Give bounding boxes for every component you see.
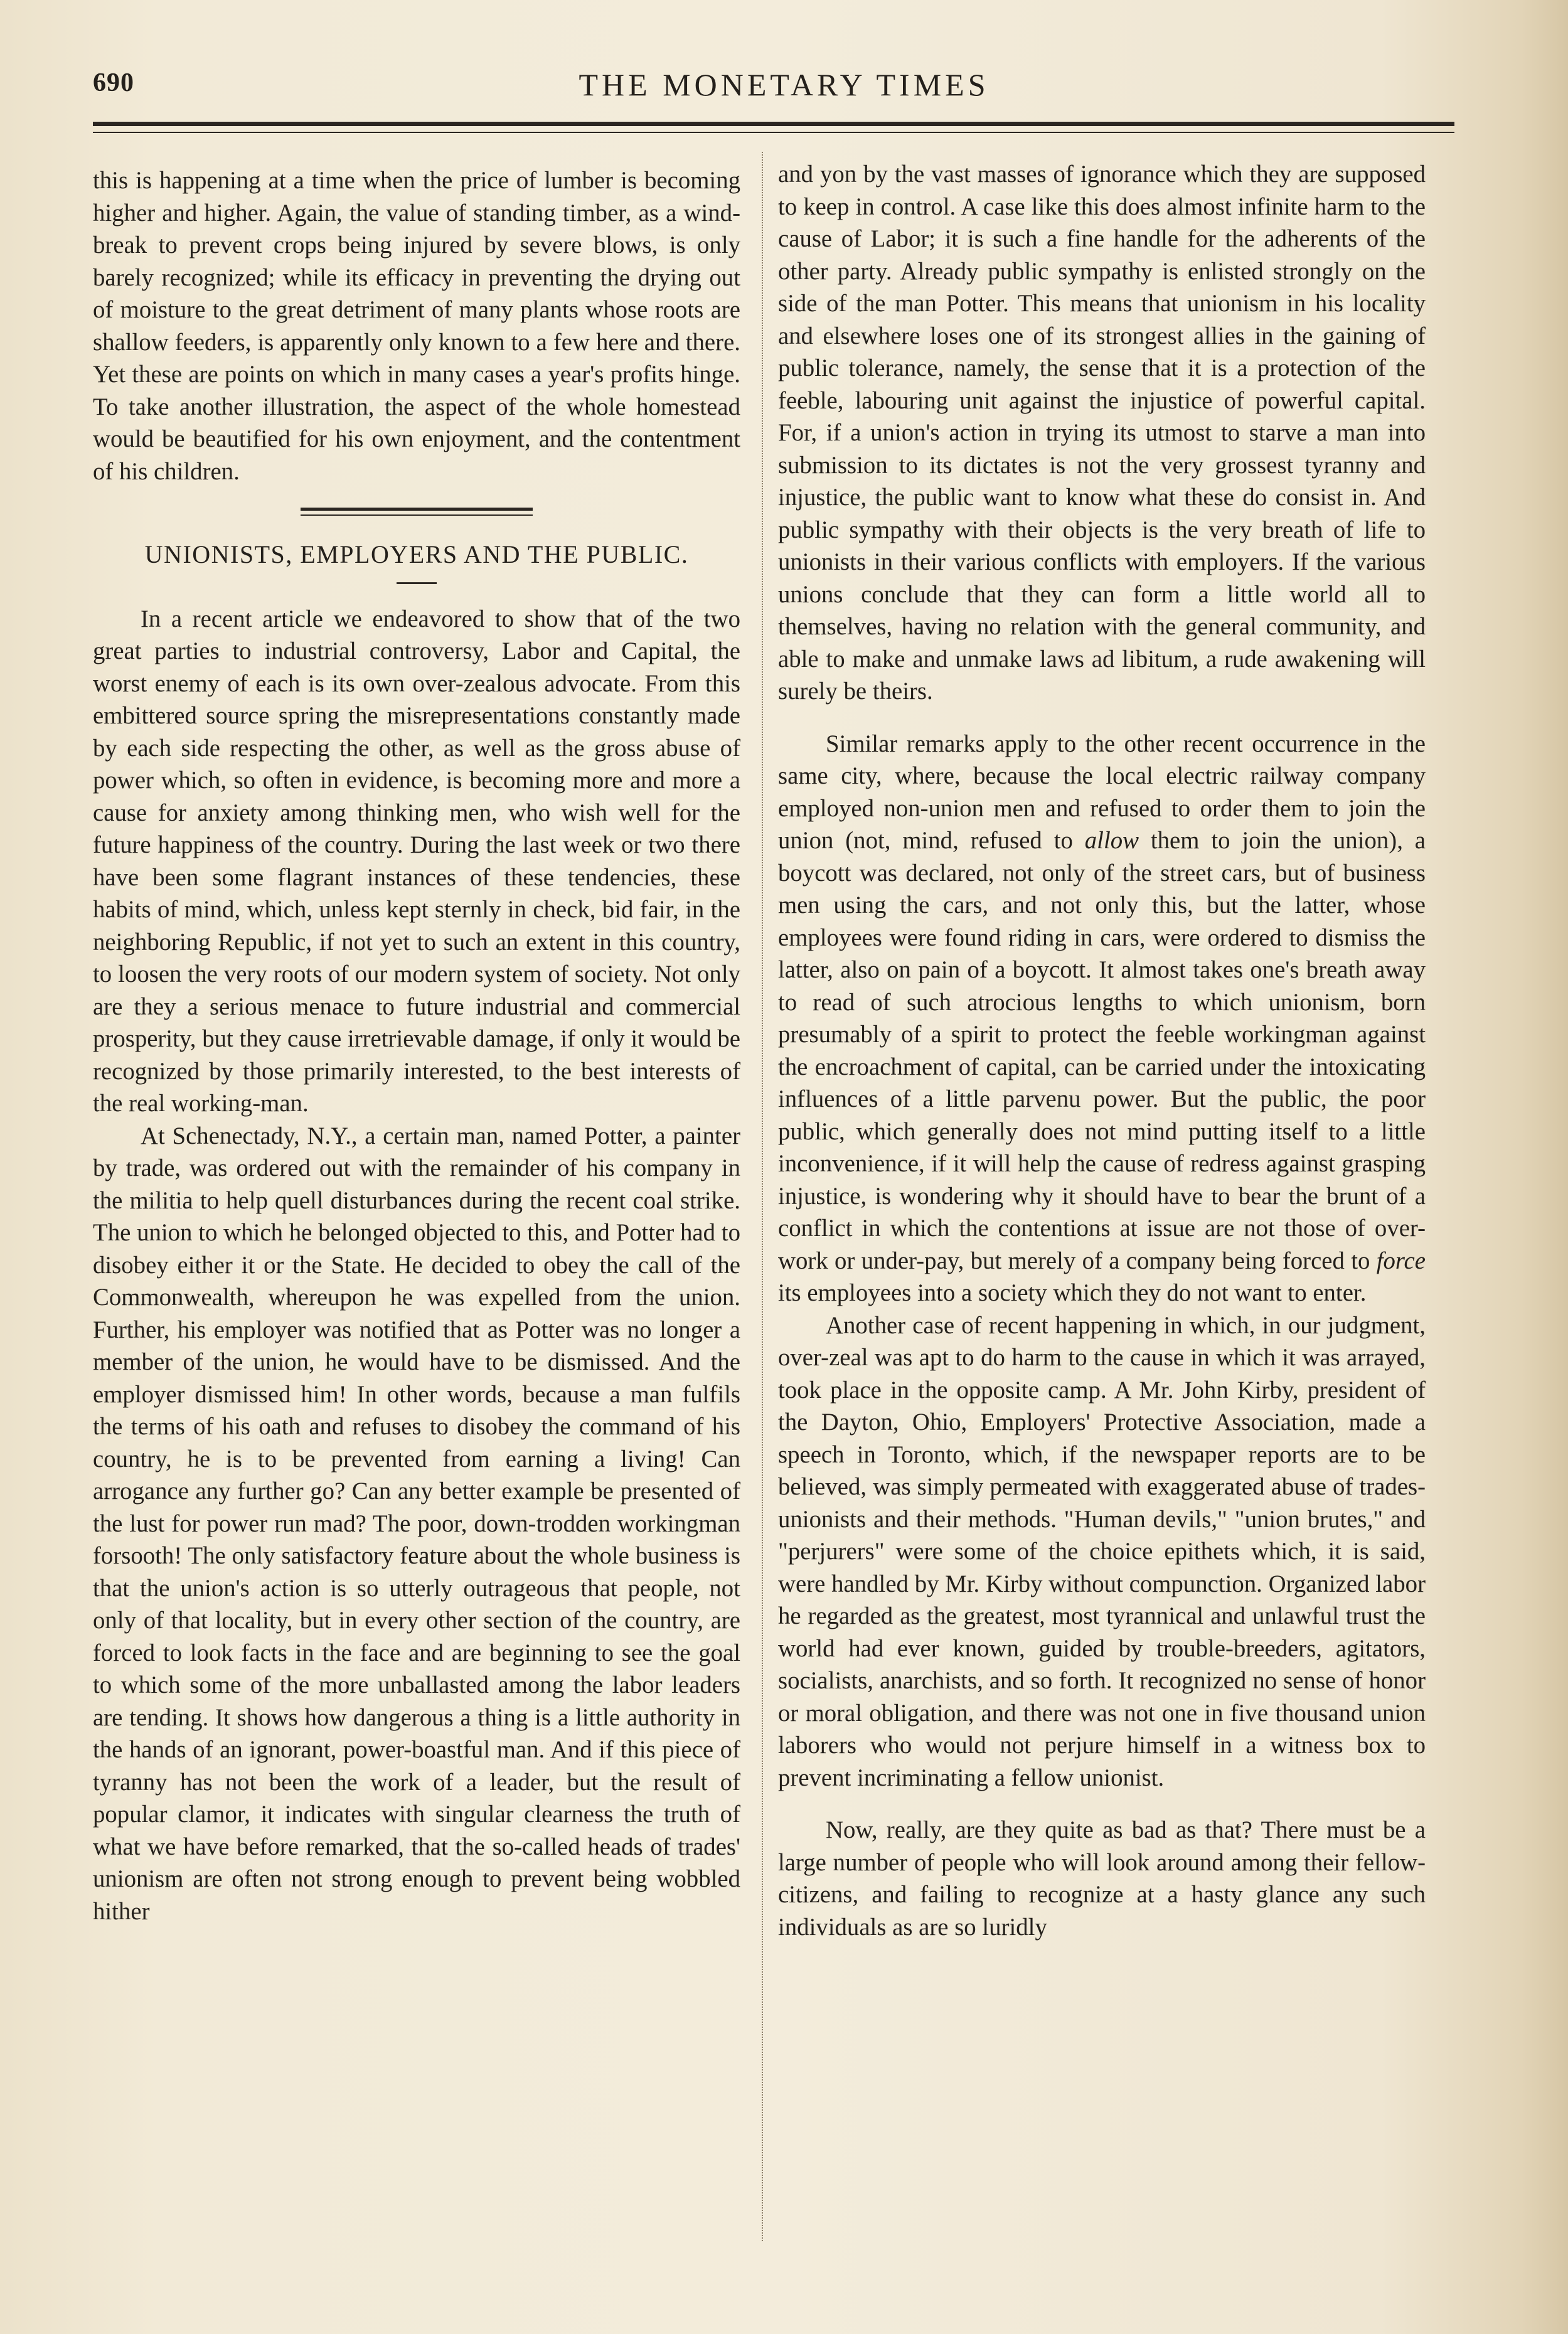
article-paragraph: In a recent article we endeavored to show that of the two great parties to industrial controversy, Labor and Capital, the worst enemy of each is its own over-zealous advocate. From this embittered source spring the misrepresentations constantly made by each side respecting the other, as well as the gross abuse of power which, so often in evidence, is becoming more and more a cause for anxiety among thinking men, who wish well for the future happiness of the country. During the last week or two there have been some flagrant instances of these tendencies, these habits of mind, which, unless kept sternly in check, bid fair, in the neighboring Republic, if not yet to such an extent in this country, to loosen the very roots of our modern system of society. Not only are they a serious menace to future industrial and commercial prosperity, but they cause irretrievable damage, if only it would be recognized by those primarily interested, to the best interests of the real working-man.: [93, 605, 740, 1117]
header-rule-thin: [93, 132, 1454, 133]
paragraph-text: Similar remarks apply to the other recent occurrence in the same city, where, because the local electric railway company employed non-union men and refused to order them to join the union (not, mind, refused to: [778, 730, 1426, 854]
right-column: [778, 158, 1426, 1943]
heading-underline: [397, 582, 437, 584]
section-heading: UNIONISTS, EMPLOYERS AND THE PUBLIC.: [144, 540, 689, 568]
section-divider: [301, 508, 533, 516]
journal-title: THE MONETARY TIMES: [579, 67, 989, 102]
article-paragraph: [778, 728, 1426, 1309]
article-paragraph: Now, really, are they quite as bad as that? There must be a large number of people who will look around among their fellow-citizens, and failing to recognize at a hasty glance any such individuals as are so luridly: [778, 1816, 1426, 1941]
article-paragraph: At Schenectady, N.Y., a certain man, named Potter, a painter by trade, was ordered out with the remainder of his company in the militia to help quell disturbances during the recent coal strike. The union to which he belonged objected to this, and Potter had to disobey either it or the State. He decided to obey the call of the Commonwealth, whereupon he was expelled from the union. Further, his employer was notified that as Potter was no longer a member of the union, he would have to be dismissed. And the employer dismissed him! In other words, because a man fulfils the terms of his oath and refuses to disobey the command of his country, he is to be prevented from earning a living! Can arrogance any further go? Can any better example be presented of the lust for power run mad? The poor, down-trodden workingman forsooth! The only satisfactory feature about the whole business is that the union's action is so utterly outrageous that people, not only of that locality, but in every other section of the country, are forced to look facts in the face and are beginning to see the goal to which some of the more unballasted among the labor leaders are tending. It shows how dangerous a thing is a little authority in the hands of an ignorant, power-boastful man. And if this piece of tyranny has not been the work of a leader, but the result of popular clamor, it indicates with singular clearness the truth of what we have before remarked, that the so-called heads of trades' unionism are often not strong enough to prevent being wobbled hither: [93, 1122, 740, 1925]
paragraph-text: them to join the union), a boycott was declared, not only of the street cars, but of business men using the cars, and not only this, but the latter, whose employees were found riding in cars, were ordered to dismiss the latter, also on pain of a boycott. It almost takes one's breath away to read of such atrocious lengths to which unionism, born presumably of a spirit to protect the feeble workingman against the encroachment of capital, can be carried under the intoxicating influences of a little parvenu power. But the public, the poor public, which generally does not mind putting itself to a little inconvenience, if it will help the cause of redress against grasping injustice, is wondering why it should have to bear the brunt of a conflict in which the contentions at issue are not those of over-work or under-pay, but merely of a company being forced to: [778, 827, 1426, 1274]
column-divider: [762, 152, 763, 2241]
paragraph-text: its employees into a society which they do not want to enter.: [778, 1279, 1367, 1306]
emphasis-force: force: [1376, 1247, 1426, 1274]
page-number: 690: [93, 68, 134, 97]
article-paragraph: Another case of recent happening in which, in our judgment, over-zeal was apt to do harm to the cause in which it was arrayed, took place in the opposite camp. A Mr. John Kirby, president of the Dayton, Ohio, Employers' Protective Association, made a speech in Toronto, which, if the newspaper reports are to be believed, was simply permeated with exaggerated abuse of trades-unionists and their methods. "Human devils," "union brutes," and "perjurers" were some of the choice epithets which, it is said, were handled by Mr. Kirby without compunction. Organized labor he regarded as the greatest, most tyrannical and unlawful trust the world had ever known, guided by trouble-breeders, agitators, socialists, anarchists, and so forth. It recognized no sense of honor or moral obligation, and there was not one in five thousand union laborers who would not perjure himself in a witness box to prevent incriminating a fellow unionist.: [778, 1311, 1426, 1791]
left-column: [93, 164, 740, 1927]
header-rule-thick: [93, 122, 1454, 126]
intro-paragraph: this is happening at a time when the price of lumber is becoming higher and higher. Again, the value of standing timber, as a wind-break to prevent crops being injured by severe blows, is only barely recognized; while its efficacy in preventing the drying out of moisture to the great detriment of many plants whose roots are shallow feeders, is apparently only known to a few here and there. Yet these are points on which in many cases a year's profits hinge. To take another illustration, the aspect of the whole homestead would be beautified for his own enjoyment, and the contentment of his children.: [93, 167, 740, 485]
emphasis-allow: allow: [1084, 827, 1139, 854]
running-head: [0, 68, 1568, 112]
article-paragraph-continued: and yon by the vast masses of ignorance which they are supposed to keep in control. A case like this does almost infinite harm to the cause of Labor; it is such a fine handle for the adherents of the other party. Already public sympathy is enlisted strongly on the side of the man Potter. This means that unionism in his locality and elsewhere loses one of its strongest allies in the gaining of public tolerance, namely, the sense that it is a protection of the feeble, labouring unit against the injustice of powerful capital. For, if a union's action in trying its utmost to starve a man into submission to its dictates is not the very grossest tyranny and injustice, the public want to know what these do consist in. And public sympathy with their objects is the very breath of life to unionists in their various conflicts with employers. If the various unions conclude that they can form a little world all to themselves, having no relation with the general community, and able to make and unmake laws ad libitum, a rude awakening will surely be theirs.: [778, 161, 1426, 705]
